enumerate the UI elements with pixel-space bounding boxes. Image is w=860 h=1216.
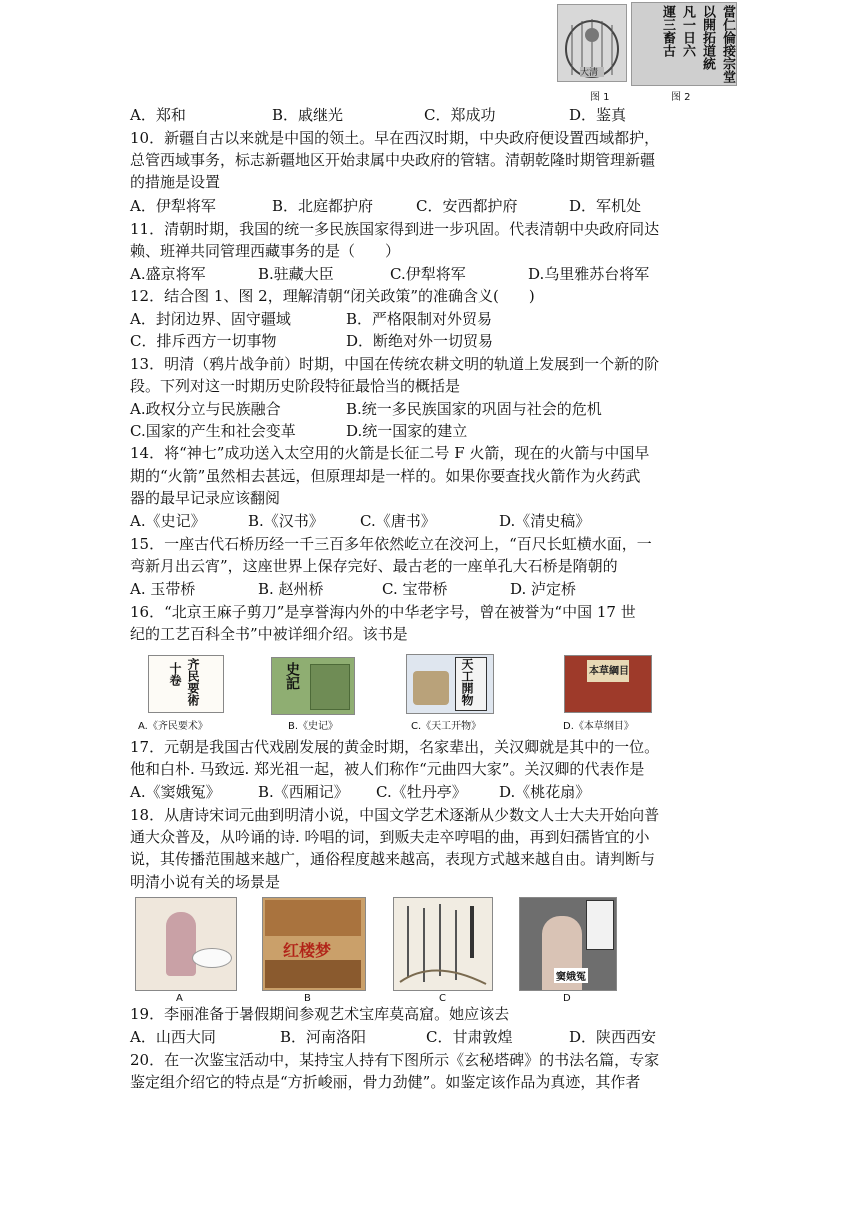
q10-option-b[interactable]: B．北庭都护府 <box>272 197 374 215</box>
q16-book-c-caption: C.《天工开物》 <box>411 721 482 732</box>
q16-line-2: 纪的工艺百科全书”中被详细介绍。该书是 <box>130 625 408 643</box>
q16-book-a-cover-text: 齐民要術 <box>186 658 200 706</box>
q10-option-d[interactable]: D．军机处 <box>569 197 642 215</box>
q18-picture-a-crane <box>192 948 232 968</box>
q16-book-b-image[interactable] <box>271 657 355 715</box>
q16-book-b-caption: B.《史记》 <box>288 721 339 732</box>
q10-line-3: 的措施是设置 <box>130 173 221 191</box>
figure-1-birdcage <box>557 4 627 82</box>
q18-picture-a-figure <box>166 912 196 976</box>
q17-option-a[interactable]: A.《窦娥冤》 <box>130 783 221 801</box>
q11-line-2: 赖、班禅共同管理西藏事务的是（ ） <box>130 242 401 260</box>
q10-line-2: 总管西域事务，标志新疆地区开始隶属中央政府的管辖。清朝乾隆时期管理新疆 <box>130 151 656 169</box>
figure-2-glyph-col-0: 當仁倫接宗堂 <box>720 5 735 83</box>
q16-book-c-illustration <box>413 671 449 705</box>
figure-1-caption: 图 1 <box>590 92 610 103</box>
figure-2-glyph-col-1: 以開拓道統 <box>700 5 715 70</box>
q18-picture-b-caption: B <box>304 993 311 1004</box>
q14-option-c[interactable]: C.《唐书》 <box>360 512 436 530</box>
q18-picture-c[interactable] <box>393 897 493 991</box>
q13-option-c[interactable]: C.国家的产生和社会变革 <box>130 422 296 440</box>
q11-line-1: 11．清朝时期，我国的统一多民族国家得到进一步巩固。代表清朝中央政府同达 <box>130 220 660 238</box>
q18-line-2: 通大众普及，从吟诵的诗. 吟唱的词，到贩夫走卒哼唱的曲，再到妇孺皆宜的小 <box>130 828 650 846</box>
q18-picture-b[interactable] <box>262 897 366 991</box>
q12-option-a[interactable]: A．封闭边界、固守疆域 <box>130 310 291 328</box>
q18-picture-c-caption: C <box>439 993 446 1004</box>
q9-option-a[interactable]: A．郑和 <box>130 106 186 124</box>
q17-option-b[interactable]: B.《西厢记》 <box>258 783 349 801</box>
q15-line-2: 弯新月出云宵”，这座世界上保存完好、最古老的一座单孔大石桥是隋朝的 <box>130 557 618 575</box>
q13-option-b[interactable]: B.统一多民族国家的巩固与社会的危机 <box>346 400 602 418</box>
figure-2-calligraphy <box>631 2 737 86</box>
q13-line-2: 段。下列对这一时期历史阶段特征最恰当的概括是 <box>130 377 461 395</box>
q18-picture-d[interactable] <box>519 897 617 991</box>
q18-picture-b-photo-bottom <box>265 960 361 988</box>
q10-line-1: 10．新疆自古以来就是中国的领土。早在西汉时期，中央政府便设置西域都护， <box>130 129 660 147</box>
q15-option-a[interactable]: A. 玉带桥 <box>130 580 196 598</box>
figure-2-caption: 图 2 <box>671 92 691 103</box>
q18-picture-d-caption: D <box>563 993 571 1004</box>
q16-book-c-cover-text: 天工開物 <box>460 658 474 706</box>
q19-option-b[interactable]: B．河南洛阳 <box>280 1028 367 1046</box>
q17-line-2: 他和白朴. 马致远. 郑光祖一起，被人们称作“元曲四大家”。关汉卿的代表作是 <box>130 760 645 778</box>
q11-option-c[interactable]: C.伊犁将军 <box>390 265 466 283</box>
q11-option-d[interactable]: D.乌里雅苏台将军 <box>528 265 650 283</box>
q19-line-1: 19．李丽准备于暑假期间参观艺术宝库莫高窟。她应该去 <box>130 1005 510 1023</box>
q16-book-a-image[interactable] <box>148 655 224 713</box>
q16-line-1: 16．“北京王麻子剪刀”是享誉海内外的中华老字号，曾在被誉为“中国 17 世 <box>130 603 636 621</box>
q17-line-1: 17．元朝是我国古代戏剧发展的黄金时期，名家辈出，关汉卿就是其中的一位。 <box>130 738 660 756</box>
q9-option-d[interactable]: D．鉴真 <box>569 106 627 124</box>
q15-option-b[interactable]: B. 赵州桥 <box>258 580 324 598</box>
q15-line-1: 15．一座古代石桥历经一千三百多年依然屹立在洨河上，“百尺长虹横水面，一 <box>130 535 652 553</box>
q18-picture-d-label: 窦娥冤 <box>554 968 588 983</box>
q16-book-b-cover-text: 史記 <box>284 662 300 690</box>
q18-line-4: 明清小说有关的场景是 <box>130 873 281 891</box>
q16-book-a-side-text: 十卷 <box>168 662 182 686</box>
q17-option-c[interactable]: C.《牡丹亭》 <box>376 783 467 801</box>
q18-picture-c-calligraphy-icon <box>394 898 492 990</box>
q20-line-1: 20．在一次鉴宝活动中，某持宝人持有下图所示《玄秘塔碑》的书法名篇，专家 <box>130 1051 660 1069</box>
q18-picture-d-sign <box>586 900 614 950</box>
q16-book-d-image[interactable] <box>564 655 652 713</box>
q14-line-3: 器的最早记录应该翻阅 <box>130 489 281 507</box>
q18-picture-b-title: 红楼梦 <box>283 941 332 960</box>
q18-line-3: 说，其传播范围越来越广，通俗程度越来越高，表现方式越来越自由。请判断与 <box>130 850 656 868</box>
q20-line-2: 鉴定组介绍它的特点是“方折峻丽，骨力劲健”。如鉴定该作品为真迹，其作者 <box>130 1073 641 1091</box>
figure-2-glyph-col-2: 凡一日六 <box>680 5 695 57</box>
q17-option-d[interactable]: D.《桃花扇》 <box>499 783 591 801</box>
q12-option-b[interactable]: B．严格限制对外贸易 <box>346 310 493 328</box>
q16-book-d-caption: D.《本草纲目》 <box>563 721 634 732</box>
q12-option-d[interactable]: D．断绝对外一切贸易 <box>346 332 494 350</box>
q13-line-1: 13．明清（鸦片战争前）时期，中国在传统农耕文明的轨道上发展到一个新的阶 <box>130 355 660 373</box>
figure-1-label: 大清 <box>580 68 599 78</box>
figure-2-glyph-col-3: 運三畜古 <box>660 5 675 57</box>
q19-option-d[interactable]: D．陕西西安 <box>569 1028 657 1046</box>
q13-option-d[interactable]: D.统一国家的建立 <box>346 422 468 440</box>
q14-option-a[interactable]: A.《史记》 <box>130 512 206 530</box>
q16-book-c-image[interactable] <box>406 654 494 714</box>
q12-line-1: 12．结合图 1、图 2，理解清朝“闭关政策”的准确含义( ) <box>130 287 535 305</box>
q16-book-a-caption: A.《齐民要术》 <box>138 721 208 732</box>
q10-option-c[interactable]: C．安西都护府 <box>416 197 518 215</box>
q11-option-b[interactable]: B.驻藏大臣 <box>258 265 334 283</box>
q18-picture-b-photo-top <box>265 900 361 936</box>
q12-option-c[interactable]: C．排斥西方一切事物 <box>130 332 277 350</box>
q19-option-c[interactable]: C．甘肃敦煌 <box>426 1028 513 1046</box>
q10-option-a[interactable]: A．伊犁将军 <box>130 197 216 215</box>
q14-option-d[interactable]: D.《清史稿》 <box>499 512 591 530</box>
q9-option-c[interactable]: C．郑成功 <box>424 106 496 124</box>
q15-option-c[interactable]: C. 宝带桥 <box>382 580 448 598</box>
q19-option-a[interactable]: A．山西大同 <box>130 1028 216 1046</box>
q16-book-d-cover-text: 本草綱目 <box>589 666 629 677</box>
q13-option-a[interactable]: A.政权分立与民族融合 <box>130 400 281 418</box>
q16-book-b-illustration <box>310 664 350 710</box>
q14-option-b[interactable]: B.《汉书》 <box>248 512 324 530</box>
q14-line-2: 期的“火箭”虽然相去甚远，但原理却是一样的。如果你要查找火箭作为火药武 <box>130 467 641 485</box>
q18-picture-a-caption: A <box>176 993 183 1004</box>
q15-option-d[interactable]: D. 泸定桥 <box>510 580 577 598</box>
q14-line-1: 14．将“神七”成功送入太空用的火箭是长征二号 F 火箭，现在的火箭与中国早 <box>130 444 650 462</box>
q18-picture-a[interactable] <box>135 897 237 991</box>
q11-option-a[interactable]: A.盛京将军 <box>130 265 206 283</box>
q18-line-1: 18．从唐诗宋词元曲到明清小说，中国文学艺术逐渐从少数文人士大夫开始向普 <box>130 806 660 824</box>
q9-option-b[interactable]: B．戚继光 <box>272 106 344 124</box>
